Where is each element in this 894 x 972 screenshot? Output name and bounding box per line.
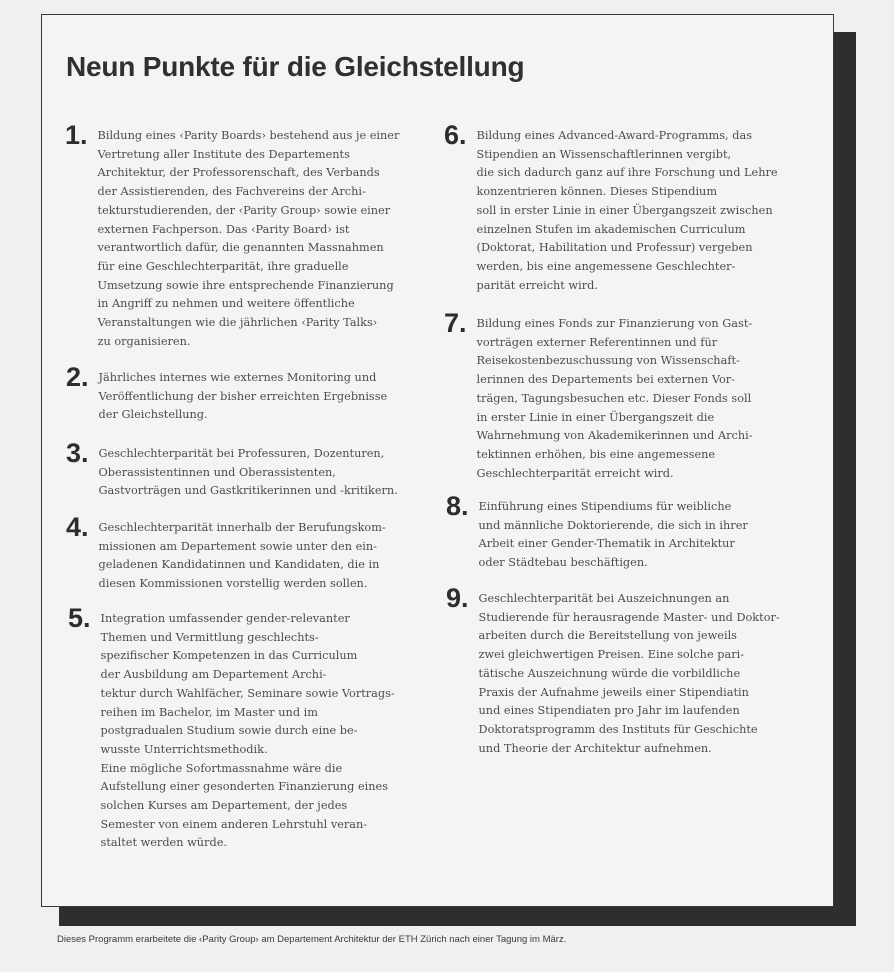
point-3 [66, 440, 398, 501]
point-4 [66, 514, 386, 594]
point-text: Einführung eines Stipendiums für weibliche und männliche Doktorierende, die sich in ihrer Arbeit einer Gender-Thematik in Architektur oder Städtebau beschäftigen. [478, 500, 748, 570]
footer-note: Dieses Programm erarbeitete die ‹Parity Group› am Departement Architektur der ETH Zürich nach einer Tagung im März. [57, 934, 567, 945]
point-2 [66, 364, 387, 425]
point-text: Bildung eines ‹Parity Boards› bestehend aus je einer Vertretung aller Institute des Departements Architektur, der Professorenschaft, des Verbands der Assistierenden, des Fachvereins der Archi- tekturstudierenden, der ‹Parity Group› sowie einer externen Fachperson. Das ‹Parity Board› ist verantwortlich dafür, die genannten Massnahmen für eine Geschlechterparität, ihre graduelle Umsetzung sowie ihre entsprechende Finanzierung in Angriff zu nehmen und weitere öffentliche Veranstaltungen wie die jährlichen ‹Parity Talks› zu organisieren. [97, 129, 400, 348]
point-8 [446, 493, 748, 573]
point-number: 8. [446, 491, 469, 521]
point-number: 9. [446, 583, 469, 613]
document-card [41, 14, 834, 907]
point-text: Integration umfassender gender-relevanter Themen und Vermittlung geschlechts- spezifischer Kompetenzen in das Curriculum der Ausbildung am Departement Archi- tektur durch Wahlfächer, Seminare sowie Vortrags- reihen im Bachelor, im Master und im postgradualen Studium sowie durch eine be- wusste Unterrichtsmethodik. Eine mögliche Sofortmassnahme wäre die Aufstellung einer gesonderten Finanzierung eines solchen Kurses am Departement, der jedes Semester von einem anderen Lehrstuhl veran- staltet werden würde. [100, 612, 395, 850]
point-number: 2. [66, 362, 89, 392]
point-6 [444, 122, 778, 295]
point-number: 4. [66, 512, 89, 542]
point-text: Geschlechterparität bei Professuren, Dozenturen, Oberassistentinnen und Oberassistenten, Gastvorträgen und Gastkritikerinnen und -kritikern. [98, 447, 398, 498]
point-number: 5. [68, 603, 91, 633]
point-number: 6. [444, 120, 467, 150]
page-title: Neun Punkte für die Gleichstellung [66, 51, 525, 82]
point-text: Bildung eines Advanced-Award-Programms, das Stipendien an Wissenschaftlerinnen vergibt, die sich dadurch ganz auf ihre Forschung und Lehre konzentrieren können. Dieses Stipendium soll in erster Linie in einer Übergangszeit zwischen einzelnen Stufen im akademischen Curriculum (Doktorat, Habilitation und Professur) vergeben werden, bis eine angemessene Geschlechter- parität erreicht wird. [476, 129, 778, 292]
point-text: Geschlechterparität bei Auszeichnungen an Studierende für herausragende Master- und Doktor- arbeiten durch die Bereitstellung von jeweils zwei gleichwertigen Preisen. Eine solche pari- tätische Auszeichnung würde die vorbildliche Praxis der Aufnahme jeweils einer Stipendiatin und eines Stipendiaten pro Jahr im laufenden Doktoratsprogramm des Instituts für Geschichte und Theorie der Architektur aufnehmen. [478, 592, 780, 755]
point-text: Geschlechterparität innerhalb der Berufungskom- missionen am Departement sowie unter den ein- geladenen Kandidatinnen und Kandidaten, die in diesen Kommissionen vorstellig werden sollen. [98, 521, 386, 591]
point-9 [446, 585, 780, 758]
point-1 [65, 122, 399, 351]
point-number: 7. [444, 308, 467, 338]
point-number: 1. [65, 120, 88, 150]
point-7 [444, 310, 753, 483]
point-number: 3. [66, 438, 89, 468]
point-text: Bildung eines Fonds zur Finanzierung von Gast- vorträgen externer Referentinnen und für Reisekostenbezuschussung von Wissenschaft- lerinnen des Departements bei externen Vor- trägen, Tagungsbesuchen etc. Dieser Fonds soll in erster Linie in einer Übergangszeit die Wahrnehmung von Akademikerinnen und Archi- tektinnen erhöhen, bis eine angemessene Geschlechterparität erreicht wird. [476, 317, 753, 480]
point-text: Jährliches internes wie externes Monitoring und Veröffentlichung der bisher erreichten Ergebnisse der Gleichstellung. [98, 371, 388, 422]
point-5 [68, 605, 395, 853]
